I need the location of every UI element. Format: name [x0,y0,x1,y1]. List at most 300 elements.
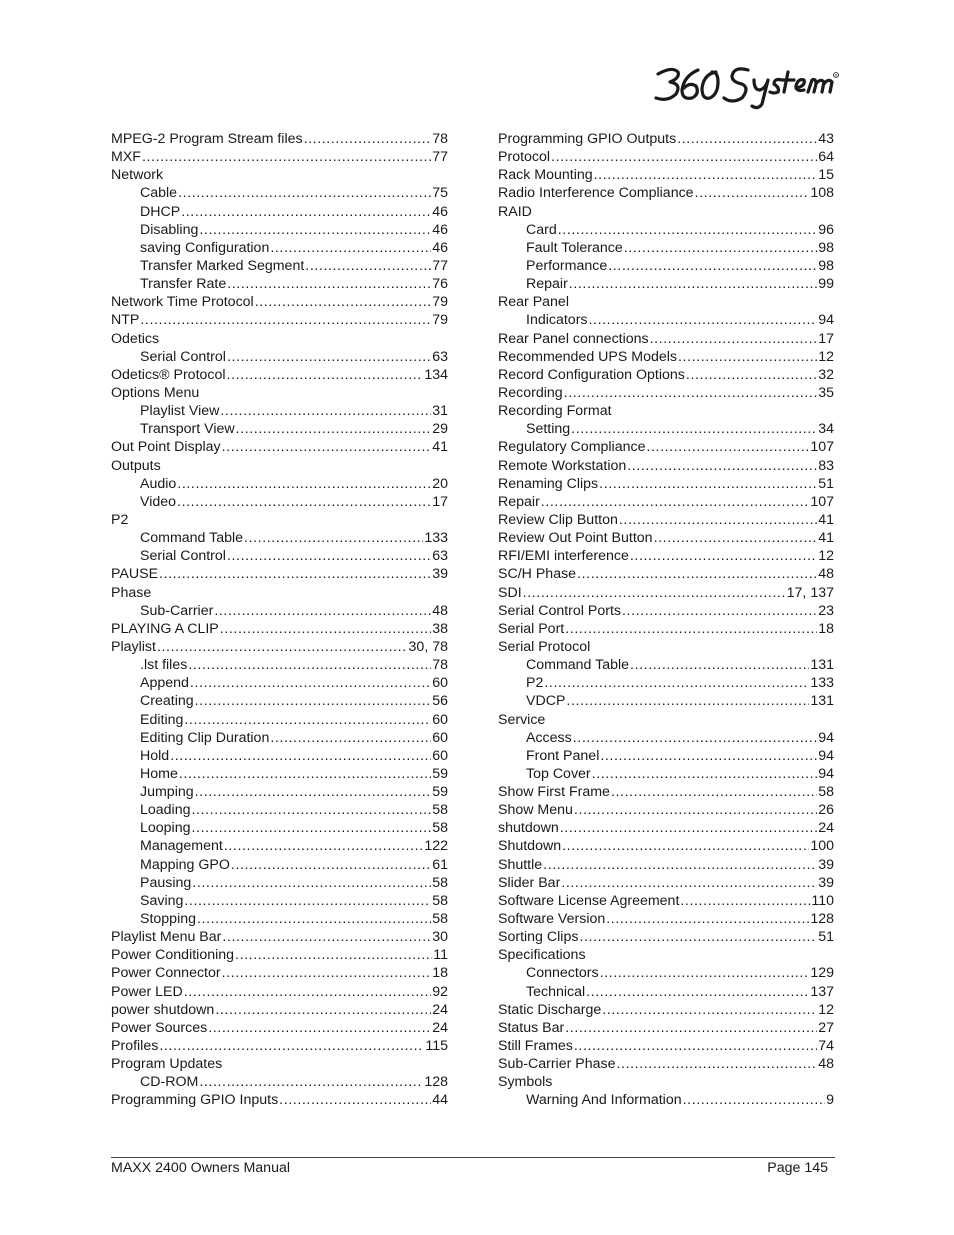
index-page-ref: 107 [810,493,834,510]
dot-leader [573,729,817,747]
dot-leader [577,565,817,583]
dot-leader [523,584,786,602]
index-page-ref: 110 [811,892,834,909]
index-page-ref: 61 [432,856,448,873]
index-entry [111,130,448,148]
index-term: Review Clip Button [498,511,618,528]
index-page-ref: 122 [424,838,448,855]
index-term: power shutdown [111,1001,215,1018]
index-entry [498,819,834,837]
index-entry [498,457,834,475]
index-page-ref: 12 [818,348,834,365]
index-subentry [111,656,448,674]
dot-leader [630,656,809,674]
index-page-ref: 51 [818,475,834,492]
index-page-ref: 77 [432,149,448,166]
index-term: Power LED [111,983,183,1000]
index-entry [498,384,834,402]
index-subentry [498,275,834,293]
index-page-ref: 24 [432,1019,448,1036]
index-entry [498,1073,834,1091]
index-page-ref: 77 [432,257,448,274]
index-entry [111,1019,448,1037]
index-term: Options Menu [111,384,200,401]
index-term: Performance [526,257,608,274]
index-term: Outputs [111,457,161,474]
index-entry [498,1037,834,1055]
index-page-ref: 128 [424,1074,448,1091]
dot-leader [574,801,817,819]
dot-leader [606,910,809,928]
index-subentry [498,983,834,1001]
index-term: Still Frames [498,1038,573,1055]
index-term: Radio Interference Compliance [498,185,694,202]
index-term: Rack Mounting [498,167,593,184]
dot-leader [600,964,810,982]
index-subentry [111,275,448,293]
index-page-ref: 108 [810,185,834,202]
index-entry [498,438,834,456]
index-entry [111,584,448,602]
index-subentry [498,1091,834,1109]
index-entry [498,402,834,420]
index-page-ref: 99 [818,276,834,293]
index-term: Repair [526,276,568,293]
index-entry [111,928,448,946]
dot-leader [279,1091,431,1109]
dot-leader [680,892,810,910]
dot-leader [683,1091,825,1109]
dot-leader [177,475,431,493]
index-page-ref: 15 [818,167,834,184]
index-term: Hold [140,747,170,764]
index-subentry [498,674,834,692]
index-term: Management [140,838,223,855]
index-page-ref: 38 [432,620,448,637]
index-term: Access [526,729,572,746]
index-subentry [111,874,448,892]
index-term: saving Configuration [140,239,270,256]
index-subentry [111,783,448,801]
index-subentry [111,420,448,438]
dot-leader [602,1001,817,1019]
index-page-ref: 98 [818,239,834,256]
index-term: Sorting Clips [498,929,579,946]
dot-leader [569,275,817,293]
index-term: Rear Panel connections [498,330,649,347]
index-entry [498,1055,834,1073]
dot-leader [571,420,817,438]
dot-leader [184,711,431,729]
dot-leader [592,765,818,783]
dot-leader [227,547,431,565]
index-term: NTP [111,312,140,329]
index-page-ref: 17 [818,330,834,347]
index-entry [111,457,448,475]
index-entry [498,348,834,366]
index-subentry [498,257,834,275]
index-subentry [111,475,448,493]
dot-leader [695,184,810,202]
dot-leader [622,602,817,620]
index-term: Connectors [526,965,599,982]
dot-leader [140,311,431,329]
index-term: Serial Port [498,620,565,637]
index-page-ref: 30 [432,929,448,946]
index-entry [498,874,834,892]
index-page-ref: 30, 78 [408,638,448,655]
footer-divider [111,1157,835,1158]
index-term: Programming GPIO Inputs [111,1092,279,1109]
index-page-ref: 137 [810,983,834,1000]
index-term: Jumping [140,784,194,801]
dot-leader [630,547,817,565]
index-term: Top Cover [526,765,591,782]
dot-leader [159,565,431,583]
index-subentry [498,964,834,982]
index-term: Editing [140,711,184,728]
index-page-ref: 76 [432,276,448,293]
index-term: SDI [498,584,522,601]
index-term: VDCP [526,693,566,710]
dot-leader [184,892,431,910]
index-term: Rear Panel [498,294,569,311]
index-page-ref: 131 [810,657,834,674]
index-entry [111,1055,448,1073]
index-subentry [111,711,448,729]
index-page-ref: 12 [818,1001,834,1018]
index-page-ref: 56 [432,693,448,710]
index-page-ref: 11 [433,947,448,964]
index-entry [498,547,834,565]
index-term: Serial Protocol [498,638,591,655]
index-term: Software License Agreement [498,892,680,909]
dot-leader [594,166,818,184]
index-entry [498,892,834,910]
index-term: Odetics [111,330,160,347]
index-entry [111,366,448,384]
index-subentry [111,674,448,692]
index-page-ref: 79 [432,294,448,311]
index-subentry [498,656,834,674]
index-subentry [498,420,834,438]
index-term: SC/H Phase [498,566,577,583]
index-term: Setting [526,421,571,438]
index-page-ref: 41 [818,511,834,528]
index-entry [498,620,834,638]
dot-leader [270,729,431,747]
index-subentry [111,692,448,710]
index-page-ref: 43 [818,131,834,147]
index-term: Loading [140,802,191,819]
index-entry [498,184,834,202]
index-term: Out Point Display [111,439,221,456]
index-term: Shutdown [498,838,562,855]
index-term: Looping [140,820,191,837]
dot-leader [199,1073,423,1091]
index-page-ref: 46 [432,221,448,238]
index-term: Recording [498,384,563,401]
dot-leader [565,1019,817,1037]
index-entry [498,801,834,819]
dot-leader [195,692,432,710]
dot-leader [208,1019,431,1037]
index-page-ref: 94 [818,747,834,764]
dot-leader [235,946,432,964]
dot-leader [215,1001,431,1019]
index-page-ref: 39 [818,856,834,873]
index-subentry [111,729,448,747]
index-entry [498,584,834,602]
index-entry [111,330,448,348]
index-subentry [498,692,834,710]
index-page-ref: 107 [810,439,834,456]
index-term: Editing Clip Duration [140,729,270,746]
index-page-ref: 78 [432,131,448,147]
index-entry [111,311,448,329]
dot-leader [611,783,817,801]
dot-leader [222,964,432,982]
index-subentry [111,529,448,547]
index-entry [498,203,834,221]
dot-leader [227,366,424,384]
index-term: Front Panel [526,747,600,764]
index-entry [498,529,834,547]
index-entry [498,910,834,928]
index-entry [111,964,448,982]
dot-leader [564,384,818,402]
dot-leader [159,1037,424,1055]
index-term: Repair [498,493,540,510]
index-term: Video [140,493,177,510]
index-page-ref: 12 [818,548,834,565]
index-entry [498,511,834,529]
index-subentry [111,184,448,202]
index-page-ref: 128 [810,911,834,928]
index-term: Audio [140,475,177,492]
index-term: Mapping GPO [140,856,230,873]
index-page-ref: 63 [432,548,448,565]
index-subentry [111,547,448,565]
index-term: Home [140,765,178,782]
index-term: PAUSE [111,566,159,583]
index-page-ref: 133 [424,530,448,547]
index-term: Service [498,711,546,728]
index-term: Shuttle [498,856,543,873]
index-page-ref: 41 [432,439,448,456]
index-page-ref: 60 [432,675,448,692]
index-term: Programming GPIO Outputs [498,131,677,147]
index-entry [498,148,834,166]
svg-text:R: R [834,72,838,78]
index-term: Slider Bar [498,874,561,891]
index-page-ref: 48 [818,566,834,583]
index-page-ref: 75 [432,185,448,202]
dot-leader [624,239,817,257]
index-page-ref: 24 [818,820,834,837]
index-page-ref: 58 [432,874,448,891]
index-entry [111,620,448,638]
index-entry [498,1019,834,1037]
index-page-ref: 74 [818,1038,834,1055]
index-entry [498,1001,834,1019]
index-term: Command Table [140,530,244,547]
index-term: Saving [140,892,184,909]
index-subentry [111,257,448,275]
index-term: Power Connector [111,965,221,982]
index-page-ref: 20 [432,475,448,492]
index-term: Card [526,221,557,238]
footer-page-number: Page 145 [767,1160,828,1176]
index-subentry [111,765,448,783]
dot-leader [255,293,432,311]
dot-leader [170,747,431,765]
index-page-ref: 94 [818,729,834,746]
dot-leader [544,674,809,692]
dot-leader [566,692,809,710]
index-page-ref: 78 [432,657,448,674]
index-entry [498,783,834,801]
index-page-ref: 94 [818,312,834,329]
index-page-ref: 51 [818,929,834,946]
dot-leader [222,928,431,946]
index-page-ref: 58 [432,892,448,909]
dot-leader [619,511,817,529]
index-entry [498,475,834,493]
dot-leader [192,819,432,837]
dot-leader [227,275,431,293]
index-term: Serial Control [140,548,226,565]
index-term: Power Conditioning [111,947,235,964]
index-page-ref: 60 [432,747,448,764]
index-subentry [111,910,448,928]
index-term: Append [140,675,189,692]
index-term: Network [111,167,164,184]
dot-leader [678,348,817,366]
index-entry [111,565,448,583]
index-page-ref: 46 [432,239,448,256]
index-entry [111,1091,448,1109]
index-subentry [111,837,448,855]
index-entry [111,638,448,656]
index-term: Protocol [498,149,551,166]
index-subentry [498,311,834,329]
index-term: Sub-Carrier Phase [498,1056,616,1073]
index-page-ref: 46 [432,203,448,220]
index-term: Pausing [140,874,192,891]
index-entry [498,330,834,348]
index-term: Show Menu [498,802,573,819]
index-term: Phase [111,584,152,601]
dot-leader [543,856,817,874]
dot-leader [627,457,817,475]
index-page-ref: 60 [432,711,448,728]
index-page-ref: 32 [818,366,834,383]
index-subentry [111,239,448,257]
index-term: Static Discharge [498,1001,602,1018]
dot-leader [179,765,431,783]
index-page-ref: 79 [432,312,448,329]
dot-leader [305,257,431,275]
dot-leader [195,783,432,801]
index-subentry [111,203,448,221]
index-page-ref: 27 [818,1019,834,1036]
index-column-right [498,130,834,1110]
index-term: Playlist Menu Bar [111,929,222,946]
dot-leader [304,130,432,148]
index-term: P2 [111,511,129,528]
dot-leader [157,638,408,656]
index-term: Transfer Rate [140,276,227,293]
index-entry [498,166,834,184]
index-entry [111,384,448,402]
dot-leader [220,620,431,638]
index-page-ref: 17, 137 [786,584,834,601]
index-term: Software Version [498,911,606,928]
index-page-ref: 133 [810,675,834,692]
index-column-left [111,130,448,1110]
index-term: Program Updates [111,1056,223,1073]
dot-leader [184,983,431,1001]
dot-leader [579,928,817,946]
index-page-ref: 48 [818,1056,834,1073]
dot-leader [270,239,431,257]
index-page-ref: 17 [432,493,448,510]
dot-leader [617,1055,818,1073]
index-term: Profiles [111,1038,159,1055]
index-term: CD-ROM [140,1074,199,1091]
index-page-ref: 98 [818,257,834,274]
dot-leader [227,348,431,366]
dot-leader [181,203,431,221]
dot-leader [192,874,431,892]
dot-leader [599,475,817,493]
dot-leader [231,856,431,874]
index-page-ref: 58 [432,911,448,928]
dot-leader [677,130,817,148]
index-page-ref: 100 [810,838,834,855]
index-entry [111,1037,448,1055]
index-term: .lst files [140,657,188,674]
index-entry [111,166,448,184]
brand-logo [650,60,840,110]
index-page-ref: 48 [432,602,448,619]
index-subentry [111,493,448,511]
index-term: Serial Control [140,348,226,365]
index-page-ref: 58 [432,820,448,837]
index-term: Review Out Point Button [498,530,653,547]
index-page-ref: 24 [432,1001,448,1018]
index-entry [498,928,834,946]
index-page-ref: 129 [810,965,834,982]
dot-leader [220,402,431,420]
dot-leader [222,438,432,456]
index-term: MXF [111,149,141,166]
dot-leader [608,257,817,275]
index-term: Transfer Marked Segment [140,257,305,274]
index-entry [498,293,834,311]
index-term: Creating [140,693,194,710]
index-page-ref: 58 [432,802,448,819]
index-term: Show First Frame [498,784,610,801]
index-page-ref: 26 [818,802,834,819]
dot-leader [565,620,817,638]
index-entry [498,711,834,729]
index-subentry [498,239,834,257]
dot-leader [574,1037,817,1055]
footer-manual-title: MAXX 2400 Owners Manual [111,1160,291,1176]
index-term: Serial Control Ports [498,602,622,619]
